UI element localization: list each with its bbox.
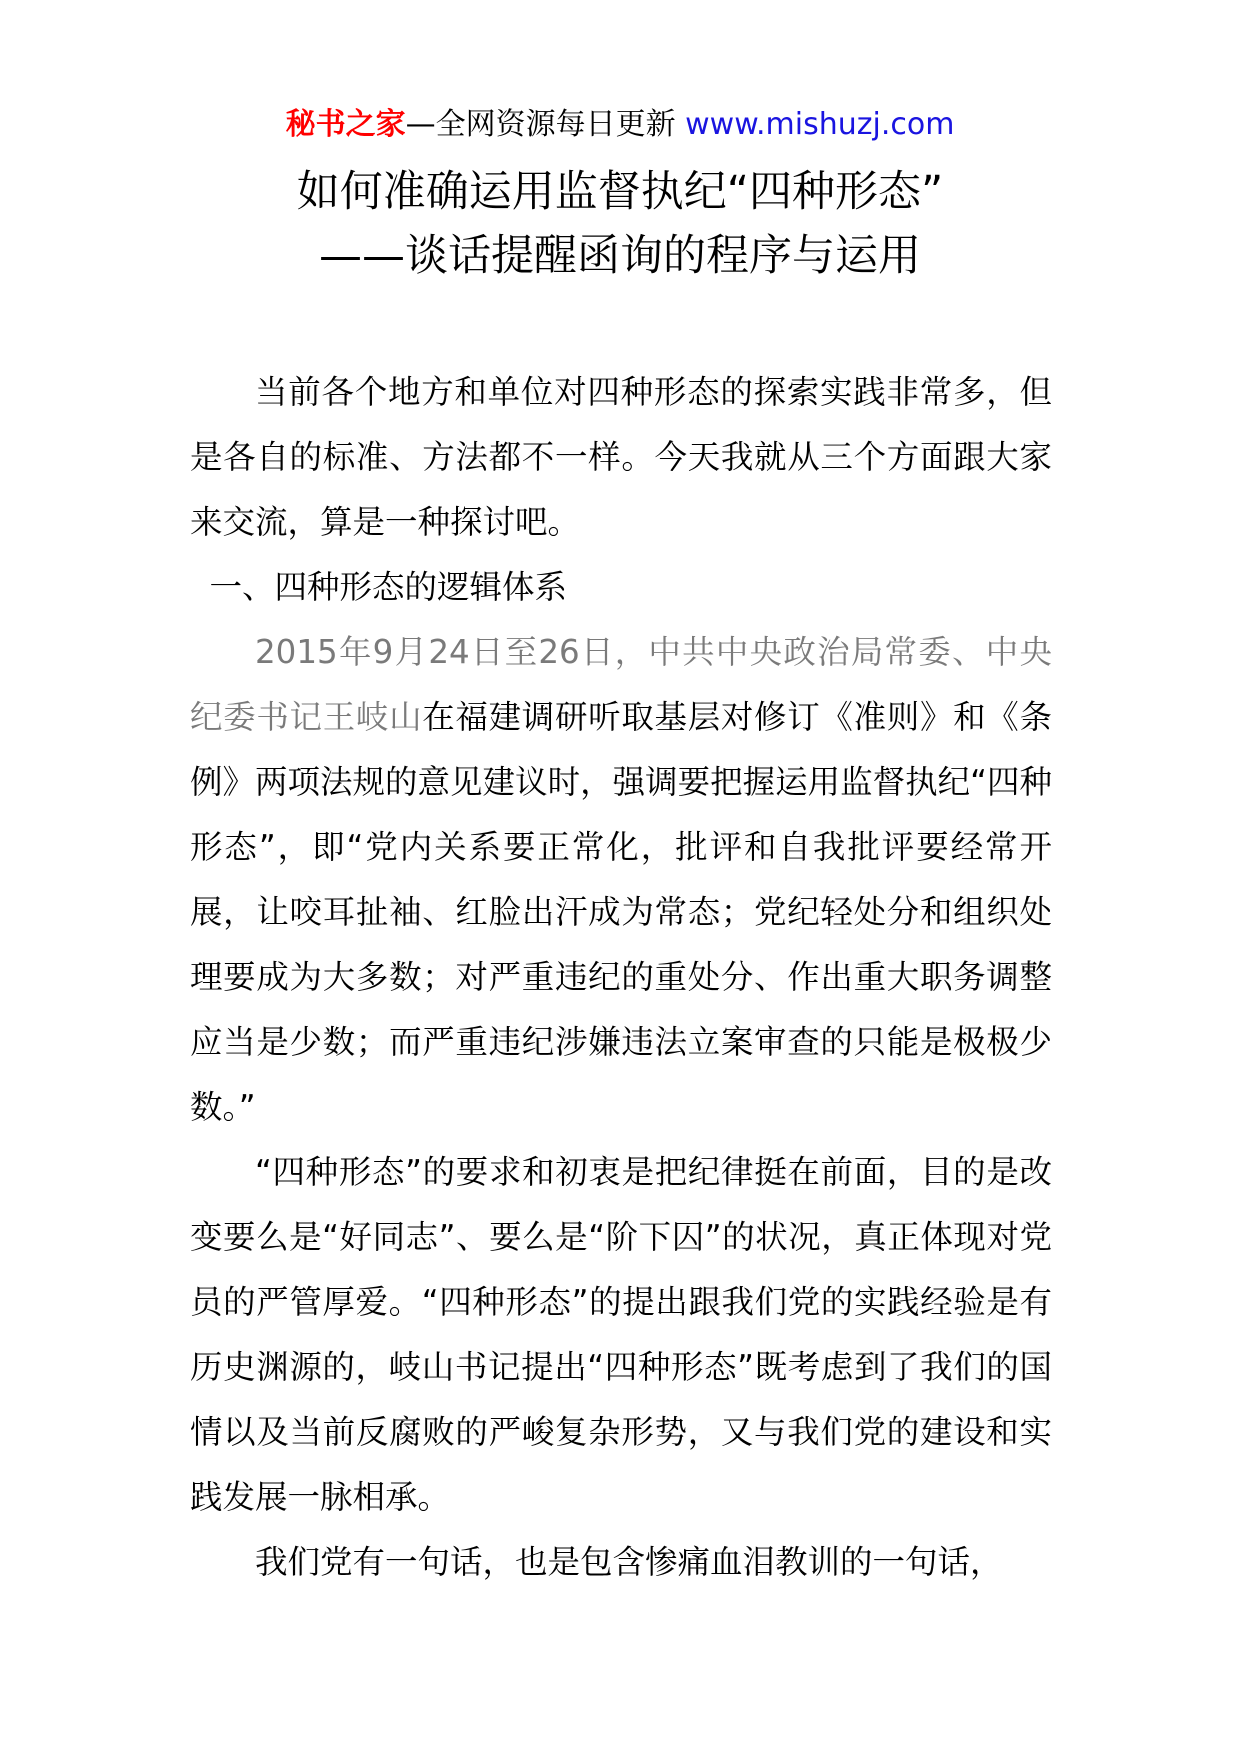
document-title: 如何准确运用监督执纪“四种形态” (296, 167, 944, 217)
site-banner (0, 103, 1240, 147)
document-subtitle: ——谈话提醒函询的程序与运用 (319, 231, 921, 281)
paragraph-quote-body: 在福建调研听取基层对修订《准则》和《条例》两项法规的意见建议时，强调要把握运用监督执纪“四种形态”，即“党内关系要正常化，批评和自我批评要经常开展，让咬耳扯袖、红脸出汗成为常态；党纪轻处分和组织处理要成为大多数；对严重违纪的重处分、作出重大职务调整应当是少数；而严重违纪涉嫌违法立案审查的只能是极极少数。” (190, 698, 1052, 1126)
section-heading-1: 一、四种形态的逻辑体系 (209, 568, 568, 606)
banner-slogan: —全网资源每日更新 (405, 107, 676, 142)
document-body (190, 360, 1052, 1595)
paragraph-intro: 当前各个地方和单位对四种形态的探索实践非常多，但是各自的标准、方法都不一样。今天我就从三个方面跟大家来交流，算是一种探讨吧。 (190, 373, 1052, 541)
brand-name: 秘书之家 (285, 107, 406, 142)
paragraph-purpose: “四种形态”的要求和初衷是把纪律挺在前面，目的是改变要么是“好同志”、要么是“阶下囚”的状况，真正体现对党员的严管厚爱。“四种形态”的提出跟我们党的实践经验是有历史渊源的，岐山书记提出“四种形态”既考虑到了我们的国情以及当前反腐败的严峻复杂形势，又与我们党的建设和实践发展一脉相承。 (190, 1153, 1052, 1516)
site-url-link[interactable]: www.mishuzj.com (685, 107, 955, 142)
paragraph-four-forms-origin (190, 620, 1052, 1140)
paragraph-date-lead: 2015年9月24日至26日，中共中央政治局常委、中央纪委书记王岐山 (190, 633, 1052, 736)
paragraph-lesson: 我们党有一句话，也是包含惨痛血泪教训的一句话， (255, 1543, 1003, 1581)
